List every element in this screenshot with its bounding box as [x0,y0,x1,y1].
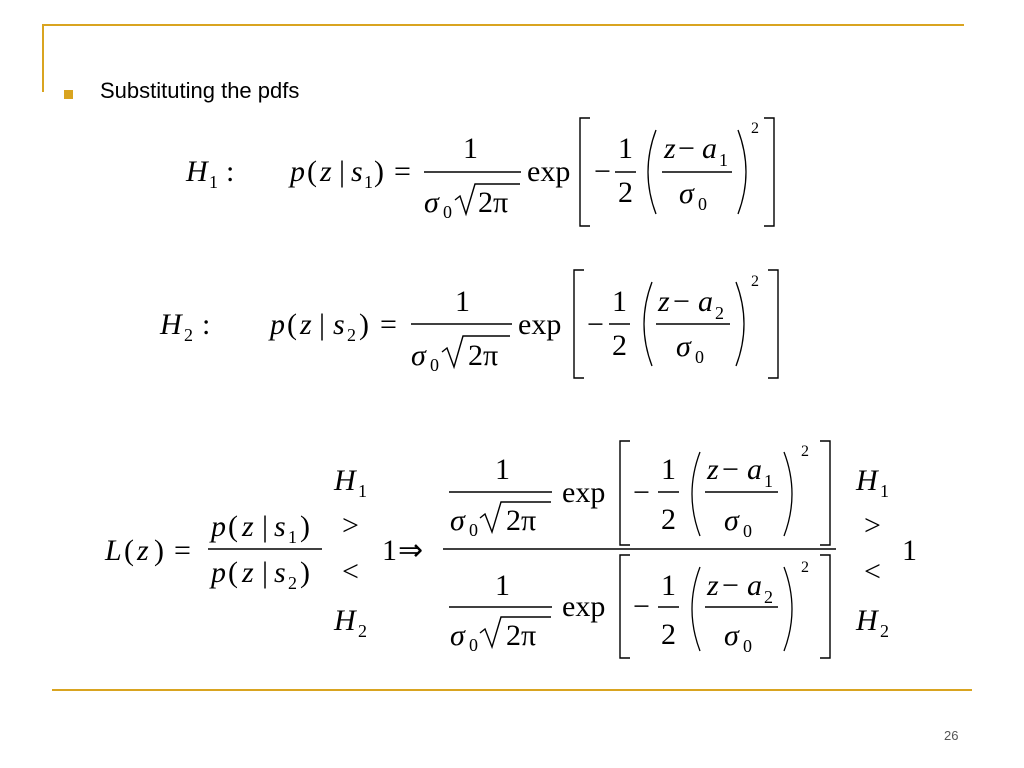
s-subscript: 1 [364,172,373,192]
s-symbol: s [274,556,286,589]
minus-sign: − [678,132,695,165]
left-paren: ( [228,510,238,543]
a-subscript: 1 [719,150,728,170]
power-exponent: 2 [751,120,759,137]
a-symbol: a [747,453,762,486]
z-symbol: z [707,453,719,486]
minus-sign: − [673,285,690,318]
half-denominator: 2 [612,329,627,362]
hyp-h2-label: H [856,604,878,637]
sigma-symbol: σ [424,186,439,219]
half-denominator: 2 [661,503,676,536]
equals-sign: = [380,308,397,341]
s-symbol: s [333,308,345,341]
p-symbol: p [211,556,226,589]
left-bracket [580,118,590,226]
s-subscript: 1 [288,527,297,547]
hyp-h1-label: H [856,464,878,497]
a-subscript: 1 [764,471,773,491]
sigma-subscript: 0 [443,202,452,222]
half-numerator: 1 [612,285,627,318]
s-subscript: 2 [347,325,356,345]
sigma-symbol: σ [676,330,691,363]
left-paren: ( [307,155,317,188]
minus-sign: − [722,569,739,602]
exp-function: exp [518,308,562,341]
exp-function: exp [562,476,606,509]
greater-than-sign: > [864,509,881,542]
right-paren: ) [300,556,310,589]
L-symbol: L [105,534,122,567]
right-paren: ) [154,534,164,567]
right-big-paren [784,567,792,651]
given-bar: | [262,510,269,543]
sigma-subscript: 0 [698,194,707,214]
left-big-paren [648,130,656,214]
hyp-colon: : [226,155,235,188]
half-denominator: 2 [661,618,676,651]
right-paren: ) [359,308,369,341]
p-symbol: p [270,308,285,341]
z-symbol: z [658,285,670,318]
right-bracket [820,441,830,545]
hyp-subscript: 1 [209,172,218,192]
greater-than-sign: > [342,509,359,542]
fraction-numerator: 1 [495,453,510,486]
fraction-numerator: 1 [463,132,478,165]
minus-sign: − [722,453,739,486]
bullet-text: Substituting the pdfs [100,78,300,103]
left-bracket [574,270,584,378]
a-symbol: a [702,132,717,165]
given-bar: | [262,556,269,589]
left-bracket [620,441,630,545]
sigma-symbol: σ [679,177,694,210]
implies-arrow: ⇒ [398,534,424,567]
fraction-numerator: 1 [495,569,510,602]
z-symbol: z [242,556,254,589]
minus-sign: − [587,308,604,341]
sigma-subscript: 0 [469,520,478,540]
hyp-symbol: H [160,308,182,341]
sigma-symbol: σ [724,504,739,537]
left-big-paren [644,282,652,366]
right-bracket [820,555,830,658]
a-symbol: a [698,285,713,318]
hyp-subscript: 2 [358,621,367,641]
s-subscript: 2 [288,573,297,593]
half-numerator: 1 [661,453,676,486]
p-symbol: p [290,155,305,188]
p-symbol: p [211,510,226,543]
s-symbol: s [351,155,363,188]
equals-sign: = [174,534,191,567]
sigma-subscript: 0 [743,521,752,541]
sigma-subscript: 0 [430,355,439,375]
less-than-sign: < [864,555,881,588]
left-paren: ( [287,308,297,341]
exp-function: exp [562,590,606,623]
hyp-symbol: H [186,155,208,188]
sigma-subscript: 0 [743,636,752,656]
equation-h1 [185,118,774,226]
minus-sign: − [633,476,650,509]
sigma-symbol: σ [450,619,465,652]
equals-sign: = [394,155,411,188]
hyp-h2-label: H [334,604,356,637]
z-symbol: z [300,308,312,341]
right-big-paren [738,130,746,214]
z-symbol: z [320,155,332,188]
power-exponent: 2 [801,559,809,576]
hyp-colon: : [202,308,211,341]
sigma-symbol: σ [411,339,426,372]
minus-sign: − [594,155,611,188]
given-bar: | [319,308,326,341]
half-numerator: 1 [618,132,633,165]
a-subscript: 2 [715,303,724,323]
equation-likelihood-ratio [104,441,917,658]
threshold-one: 1 [902,534,917,567]
hyp-subscript: 2 [880,621,889,641]
left-bracket [620,555,630,658]
power-exponent: 2 [751,273,759,290]
equation-h2 [159,270,778,378]
right-big-paren [736,282,744,366]
z-symbol: z [707,569,719,602]
hyp-subscript: 2 [184,325,193,345]
z-symbol: z [242,510,254,543]
right-paren: ) [374,155,384,188]
z-symbol: z [137,534,149,567]
sigma-subscript: 0 [469,635,478,655]
hyp-subscript: 1 [880,481,889,501]
two-pi: 2π [468,339,499,372]
fraction-numerator: 1 [455,285,470,318]
less-than-sign: < [342,555,359,588]
half-denominator: 2 [618,176,633,209]
right-paren: ) [300,510,310,543]
left-paren: ( [124,534,134,567]
right-big-paren [784,452,792,536]
two-pi: 2π [506,619,537,652]
hyp-subscript: 1 [358,481,367,501]
one-value: 1 [382,534,397,567]
a-subscript: 2 [764,587,773,607]
right-bracket [768,270,778,378]
s-symbol: s [274,510,286,543]
two-pi: 2π [478,186,509,219]
left-paren: ( [228,556,238,589]
minus-sign: − [633,590,650,623]
left-big-paren [692,567,700,651]
right-bracket [764,118,774,226]
page-number: 26 [944,728,959,743]
half-numerator: 1 [661,569,676,602]
two-pi: 2π [506,504,537,537]
sigma-symbol: σ [724,619,739,652]
exp-function: exp [527,155,571,188]
power-exponent: 2 [801,443,809,460]
left-big-paren [692,452,700,536]
given-bar: | [339,155,346,188]
sigma-subscript: 0 [695,347,704,367]
z-symbol: z [664,132,676,165]
sigma-symbol: σ [450,504,465,537]
hyp-h1-label: H [334,464,356,497]
a-symbol: a [747,569,762,602]
